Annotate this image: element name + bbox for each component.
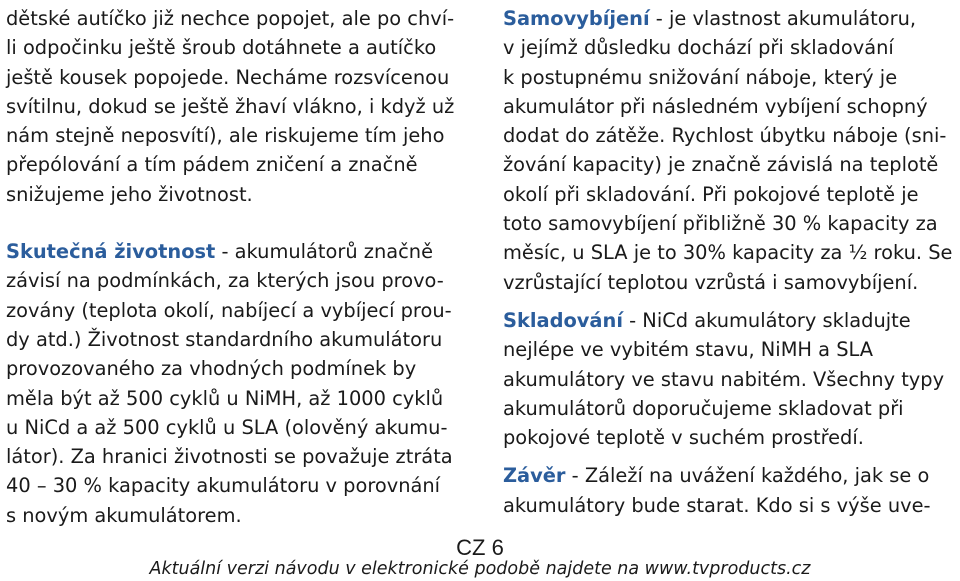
text-line: akumulátor při následném vybíjení schopný: [503, 94, 928, 118]
intro-paragraph: [6, 4, 476, 209]
text-line: [503, 461, 957, 490]
conclusion-heading: Závěr: [503, 464, 566, 488]
text-line: [503, 306, 957, 335]
storage-paragraph: [503, 306, 957, 452]
text-line: zovány (teplota okolí, nabíjecí a vybíjecí prou-: [6, 298, 452, 322]
selfdischarge-heading-rest: - je vlastnost akumulátoru,: [649, 7, 917, 30]
text-line: dětské autíčko již nechce popojet, ale po chví-: [6, 7, 455, 30]
text-line: dodat do zátěže. Rychlost úbytku náboje (sni-: [503, 124, 947, 148]
text-line: akumulátory ve stavu nabitém. Všechny typy: [503, 367, 945, 391]
conclusion-heading-rest: - Záleží na uvážení každého, jak se o: [565, 464, 930, 488]
text-line: k postupnému snižování náboje, který je: [503, 65, 898, 89]
conclusion-paragraph: [503, 461, 957, 520]
text-line: u NiCd a až 500 cyklů u SLA (olověný akumu-: [6, 415, 448, 439]
left-column: [6, 4, 476, 530]
text-line: vzrůstající teplotou vzrůstá i samovybíjení.: [503, 270, 919, 294]
text-line: měsíc, u SLA je to 30% kapacity za ½ roku. Se: [503, 241, 953, 265]
text-line: akumulátory bude starat. Kdo si s výše uve-: [503, 493, 931, 517]
text-line: svítilnu, dokud se ještě žhaví vlákno, i když už: [6, 94, 455, 118]
storage-heading: Skladování: [503, 308, 623, 332]
footer-note: Aktuální verzi návodu v elektronické podobě najdete na www.tvproducts.cz: [149, 559, 811, 579]
text-line: pokojové teplotě v suchém prostředí.: [503, 426, 864, 450]
text-line: nejlépe ve vybitém stavu, NiMH a SLA: [503, 338, 874, 362]
text-line: akumulátorů doporučujeme skladovat při: [503, 396, 904, 420]
text-line: 40 – 30 % kapacity akumulátoru v porovnání: [6, 474, 441, 498]
text-line: látor). Za hranici životnosti se považuje ztráta: [6, 445, 453, 469]
right-column: [503, 4, 957, 520]
text-line: dy atd.) Životnost standardního akumulátoru: [6, 327, 443, 351]
text-line: toto samovybíjení přibližně 30 % kapacity za: [503, 212, 938, 236]
text-line: li odpočinku ještě šroub dotáhnete a autíčko: [6, 36, 437, 60]
text-line: žování kapacity) je značně závislá na teplotě: [503, 153, 939, 177]
lifetime-heading-rest: - akumulátorů značně: [215, 240, 434, 264]
text-line: ještě kousek popojede. Necháme rozsvícenou: [6, 65, 450, 89]
lifetime-heading: Skutečná životnost: [6, 240, 216, 264]
text-line: měla být až 500 cyklů u NiMH, až 1000 cyklů: [6, 386, 444, 410]
text-line: závisí na podmínkách, za kterých jsou provo-: [6, 269, 444, 293]
text-line: v jejímž důsledku dochází při skladování: [503, 36, 894, 60]
text-line: okolí při skladování. Při pokojové teplotě je: [503, 182, 919, 206]
text-line: [6, 237, 476, 266]
text-line: provozovaného za vhodných podmínek by: [6, 357, 417, 381]
text-line: přepólování a tím pádem zničení a značně: [6, 153, 418, 177]
selfdischarge-heading: Samovybíjení: [503, 7, 650, 30]
lifetime-paragraph: [6, 237, 476, 530]
selfdischarge-paragraph: [503, 4, 957, 297]
text-line: [503, 4, 957, 33]
text-line: s novým akumulátorem.: [6, 503, 242, 527]
page-number: CZ 6: [456, 535, 504, 560]
text-line: nám stejně neposvítí), ale riskujeme tím jeho: [6, 124, 445, 148]
text-line: snižujeme jeho životnost.: [6, 182, 253, 206]
storage-heading-rest: - NiCd akumulátory skladujte: [622, 308, 911, 332]
